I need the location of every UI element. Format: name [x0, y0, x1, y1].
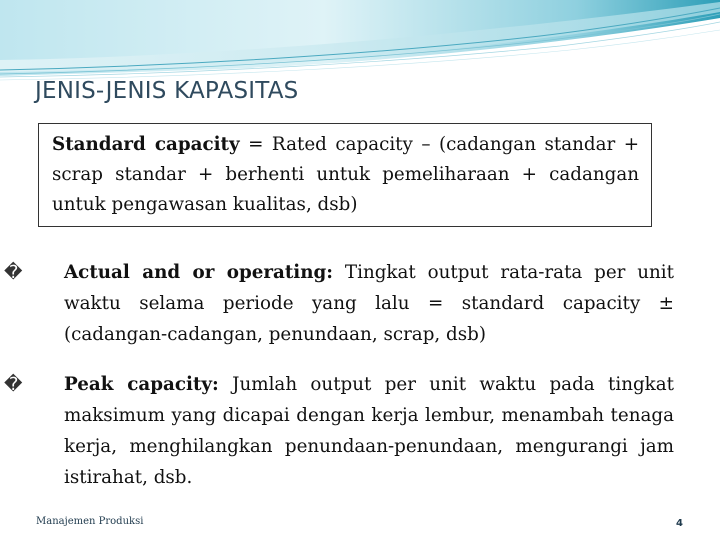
bullet-text: Jumlah output per unit waktu pada tingkat maksimum yang dicapai dengan kerja lembur, menambah tenaga kerja, menghilangkan penundaan-penundaan, mengurangi jam istirahat, dsb. — [64, 374, 675, 488]
bullet-term: Actual and or operating: — [64, 262, 334, 283]
definition-text: = Rated capacity – (cadangan standar + scrap standar + berhenti untuk pemeliharaan + cadangan untuk pengawasan kualitas, dsb) — [52, 134, 640, 215]
bullet-term: Peak capacity: — [64, 374, 219, 395]
footer-course-name: Manajemen Produksi — [36, 516, 144, 527]
bullet-item-actual-capacity — [4, 257, 674, 350]
definition-term: Standard capacity — [52, 134, 240, 155]
bullet-marker-icon: � — [4, 374, 23, 395]
bullet-marker-icon: � — [4, 262, 23, 283]
bullet-text: Tingkat output rata-rata per unit waktu selama periode yang lalu = standard capacity ± (cadangan-cadangan, penundaan, scrap, dsb) — [64, 262, 674, 345]
bullet-item-peak-capacity — [4, 369, 675, 493]
page-title: JENIS-JENIS KAPASITAS — [35, 78, 299, 104]
definition-box — [38, 123, 652, 227]
page-number: 4 — [676, 518, 683, 529]
